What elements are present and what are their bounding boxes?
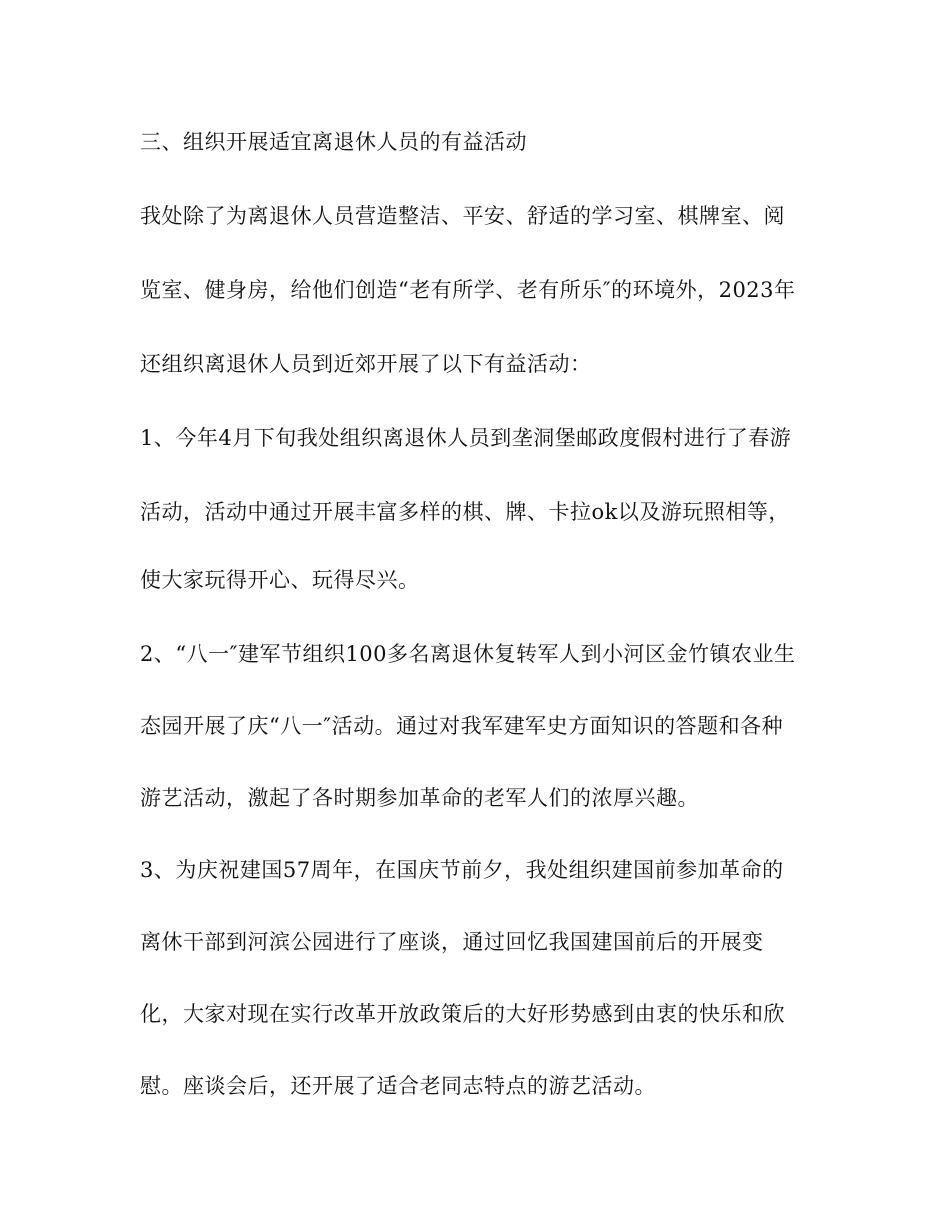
text-line: 游艺活动，激起了各时期参加革命的老军人们的浓厚兴趣。: [140, 786, 699, 810]
text-line: 态园开展了庆“八一″活动。通过对我军建军史方面知识的答题和各种: [140, 714, 784, 738]
text-line: 活动，活动中通过开展丰富多样的棋、牌、卡拉ok以及游玩照相等，: [140, 500, 790, 524]
text-line: 我处除了为离退休人员营造整洁、平安、舒适的学习室、棋牌室、阅: [140, 204, 785, 228]
text-line: 览室、健身房，给他们创造“老有所学、老有所乐″的环境外，2023年: [140, 278, 796, 302]
text-line: 3、为庆祝建国57周年，在国庆节前夕，我处组织建国前参加革命的: [140, 858, 784, 882]
text-line: 离休干部到河滨公园进行了座谈，通过回忆我国建国前后的开展变: [140, 930, 764, 954]
text-line: 还组织离退休人员到近郊开展了以下有益活动：: [140, 352, 592, 376]
section-heading: 三、组织开展适宜离退休人员的有益活动: [140, 130, 527, 154]
text-line: 1、今年4月下旬我处组织离退休人员到垄洞堡邮政度假村进行了春游: [140, 426, 792, 450]
text-line: 2、“八一″建军节组织100多名离退休复转军人到小河区金竹镇农业生: [140, 642, 796, 666]
text-line: 使大家玩得开心、玩得尽兴。: [140, 568, 420, 592]
text-line: 慰。座谈会后，还开展了适合老同志特点的游艺活动。: [140, 1074, 656, 1098]
text-line: 化，大家对现在实行改革开放政策后的大好形势感到由衷的快乐和欣: [140, 1002, 785, 1026]
